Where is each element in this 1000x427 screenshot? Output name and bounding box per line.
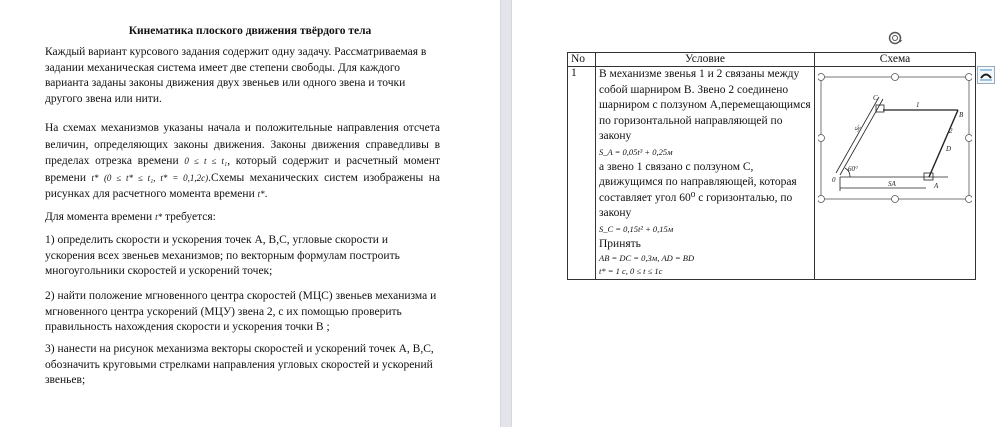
- condition-text: Принять: [599, 237, 641, 250]
- header-schema: Схема: [815, 53, 976, 67]
- rotate-handle-icon[interactable]: [887, 30, 903, 46]
- label-a: A: [934, 182, 939, 190]
- formula-sa: S_A = 0,05t³ + 0,25м: [599, 146, 673, 157]
- cell-schema[interactable]: [815, 67, 976, 280]
- document-title: Кинематика плоского движения твёрдого тела: [128, 25, 372, 37]
- text: , который содержит и расчетный момент времени: [45, 155, 441, 184]
- cell-no: 1: [568, 67, 596, 280]
- formula: (0 ≤ t* ≤ t₁, t* = 0,1,2c): [103, 172, 209, 183]
- label-b: B: [959, 111, 964, 119]
- formula-sc: S_C = 0,15t² + 0,15м: [599, 223, 674, 234]
- cell-condition: [596, 67, 815, 280]
- header-no: No: [568, 53, 596, 67]
- paragraph-intro: Каждый вариант курсового задания содержит одну задачу. Рассматриваемая в задании механическая система имеет две степени свободы. Для каждого варианта заданы законы движения двух звеньев или одного звена и точки другого звена или нити.: [45, 46, 427, 105]
- condition-text: а звено 1 связано с ползуном С, движущимся по направляющей, которая составляет угол 60⁰ с горизонталью, по закону: [599, 160, 797, 219]
- mechanism-diagram[interactable]: [818, 67, 972, 207]
- table-header-row: [568, 53, 976, 67]
- page-gap: [500, 0, 512, 427]
- text: На схемах механизмов указаны начала и положительные направления отсчета величин, определяющих законы движения. Законы движения справедливы в пределах отрезка времени: [45, 122, 440, 167]
- text: .Схемы механических систем изображены на рисунках для расчетного момента времени: [45, 171, 440, 200]
- paragraph-required: [45, 210, 440, 226]
- link-2: [929, 110, 958, 177]
- guide-c: [840, 99, 883, 175]
- text: .: [264, 188, 268, 200]
- formula: t*: [155, 212, 163, 222]
- formula: t*: [91, 172, 99, 183]
- label-link-1: 1: [916, 101, 920, 109]
- formula: 0 ≤ t ≤ t₁: [184, 156, 228, 166]
- label-d: D: [946, 145, 952, 153]
- task-table: [567, 52, 976, 280]
- text: требуется:: [164, 211, 216, 223]
- list-item-2: 2) найти положение мгновенного центра скоростей (МЦС) звеньев механизма и мгновенного центра ускорений (МЦУ) звена 2, с их помощью проверить правильность нахождения скорости и ускорения точки В ;: [45, 290, 437, 333]
- label-c: C: [873, 94, 878, 102]
- label-o: 0: [832, 176, 836, 184]
- label-sa: SA: [888, 180, 896, 188]
- list-item-3: 3) нанести на рисунок механизма векторы скоростей и ускорений точек А, В,С, обозначить круговыми стрелками направления угловых скоростей и ускорений звеньев;: [45, 343, 434, 386]
- formula-lengths: AB = DC = 0,3м, AD = BD: [599, 253, 695, 263]
- condition-text: В механизме звенья 1 и 2 связаны между собой шарниром В. Звено 2 соединено шарниром с ползуном А,перемещающимся по горизонтальной направляющей по закону: [599, 68, 811, 142]
- header-condition: Условие: [596, 53, 815, 67]
- label-sc: Sc: [852, 123, 864, 133]
- label-link-2: 2: [949, 127, 953, 135]
- formula-time: t* = 1 c, 0 ≤ t ≤ 1c: [599, 266, 663, 276]
- text: Для момента времени: [45, 211, 153, 223]
- layout-options-icon[interactable]: [977, 66, 995, 84]
- label-angle: 60°: [848, 165, 858, 173]
- list-item-1: 1) определить скорости и ускорения точек А, В,С, угловые скорости и ускорения всех звеньев механизмов; по векторным формулам построить многоугольники скоростей и ускорений точек;: [45, 234, 400, 277]
- formula: t*: [257, 189, 265, 199]
- paragraph-schemes: [45, 120, 440, 203]
- table-row: [568, 67, 976, 280]
- right-page: [512, 0, 1000, 427]
